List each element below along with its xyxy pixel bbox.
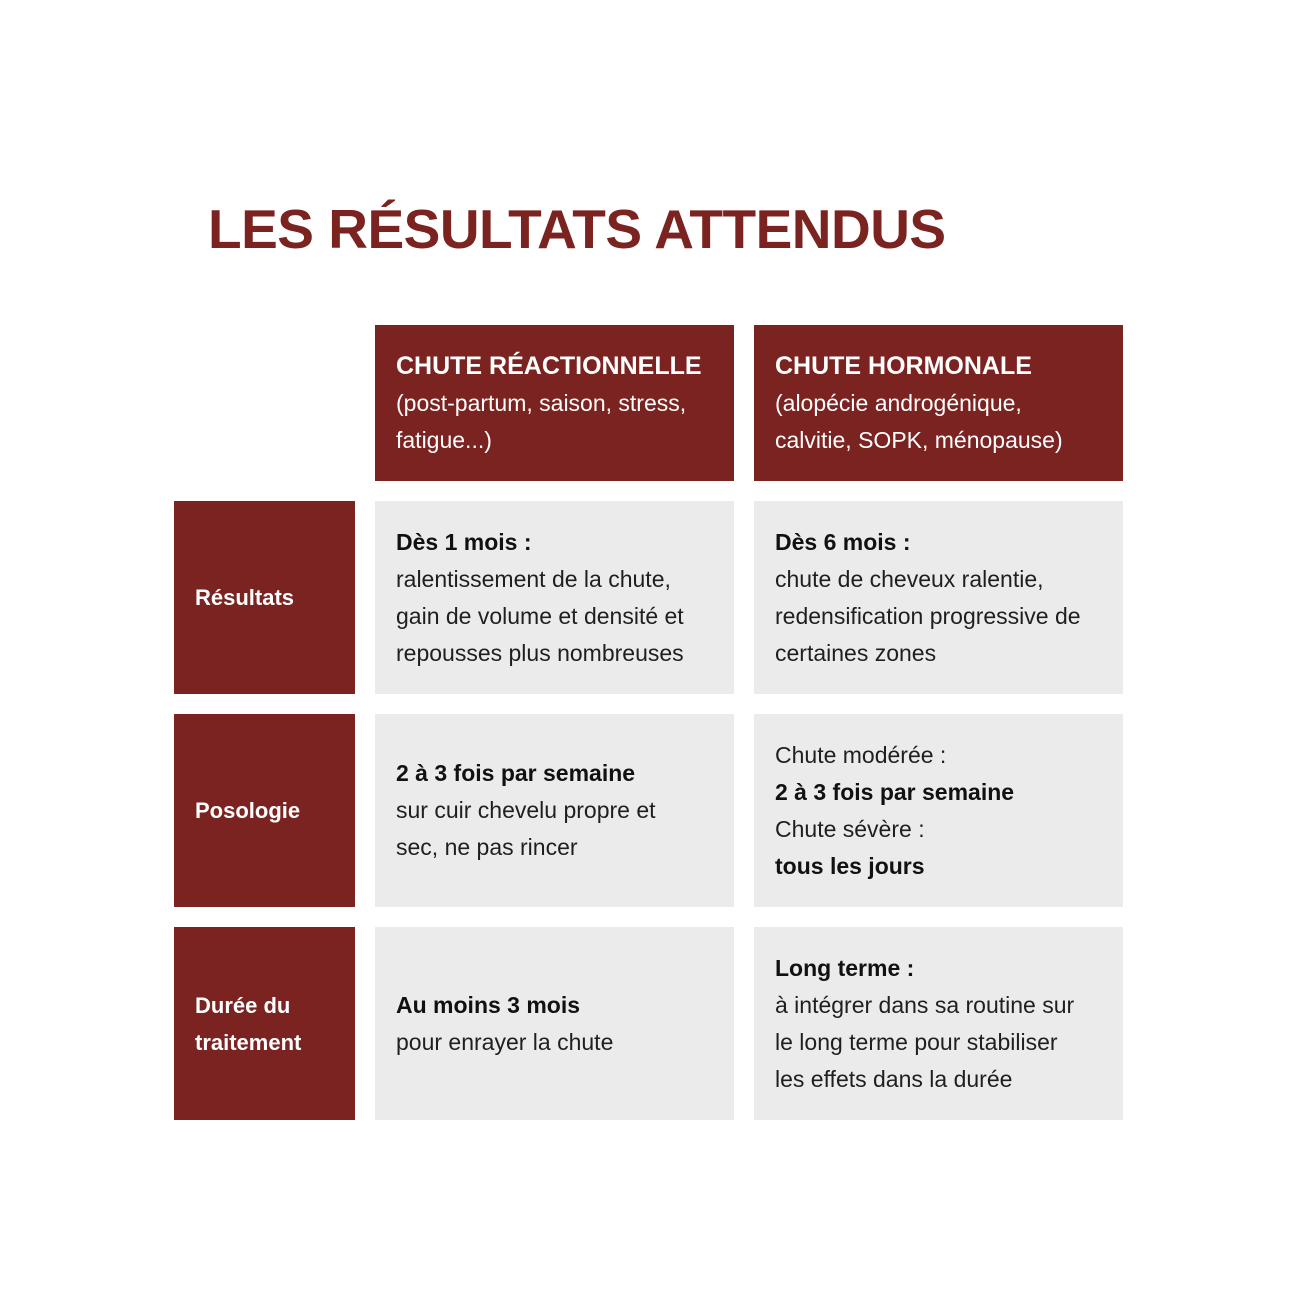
cell-emphasis: Dès 1 mois : <box>396 528 532 555</box>
cell-resultats-hormonale <box>754 501 1123 694</box>
cell-duree-reactionnelle <box>375 927 734 1120</box>
cell-text-line: chute de cheveux ralentie, <box>775 565 1044 592</box>
column-subtitle-line: calvitie, SOPK, ménopause) <box>775 426 1063 453</box>
column-subtitle-line: fatigue...) <box>396 426 492 453</box>
cell-text-line: pour enrayer la chute <box>396 1028 614 1055</box>
cell-text-line: ralentissement de la chute, <box>396 565 671 592</box>
row-label: Résultats <box>195 585 295 610</box>
cell-text-line: à intégrer dans sa routine sur <box>775 991 1075 1018</box>
column-subtitle-line: (post-partum, saison, stress, <box>396 389 687 416</box>
cell-resultats-reactionnelle <box>375 501 734 694</box>
column-title: CHUTE HORMONALE <box>775 351 1032 380</box>
cell-emphasis: Au moins 3 mois <box>396 991 581 1018</box>
row-header-resultats <box>174 501 355 694</box>
cell-text-line: sur cuir chevelu propre et <box>396 797 656 823</box>
column-header-hormonale <box>754 325 1123 481</box>
row-label: Posologie <box>195 798 301 823</box>
cell-posologie-hormonale <box>754 714 1123 907</box>
cell-text-line: sec, ne pas rincer <box>396 834 578 860</box>
cell-text-line: certaines zones <box>775 639 937 666</box>
row-header-posologie <box>174 714 355 907</box>
page-title: LES RÉSULTATS ATTENDUS <box>208 198 946 260</box>
cell-text-line: le long terme pour stabiliser <box>775 1028 1058 1055</box>
cell-text-line: les effets dans la durée <box>775 1065 1013 1092</box>
column-header-reactionnelle <box>375 325 734 481</box>
cell-text-line: gain de volume et densité et <box>396 602 684 629</box>
cell-text-line: redensification progressive de <box>775 602 1081 629</box>
cell-text-line: Chute sévère : <box>775 815 925 842</box>
column-subtitle-line: (alopécie androgénique, <box>775 389 1022 416</box>
cell-emphasis: tous les jours <box>775 852 925 879</box>
cell-emphasis: Dès 6 mois : <box>775 528 911 555</box>
row-header-duree <box>174 927 355 1120</box>
cell-emphasis: 2 à 3 fois par semaine <box>775 778 1015 805</box>
cell-posologie-reactionnelle <box>375 714 734 907</box>
row-label: Durée du <box>195 992 291 1018</box>
cell-emphasis: Long terme : <box>775 954 915 981</box>
row-label: traitement <box>195 1029 302 1055</box>
cell-text-line: repousses plus nombreuses <box>396 639 684 666</box>
column-title: CHUTE RÉACTIONNELLE <box>396 351 702 380</box>
cell-emphasis: 2 à 3 fois par semaine <box>396 760 636 786</box>
cell-duree-hormonale <box>754 927 1123 1120</box>
cell-text-line: Chute modérée : <box>775 741 947 768</box>
